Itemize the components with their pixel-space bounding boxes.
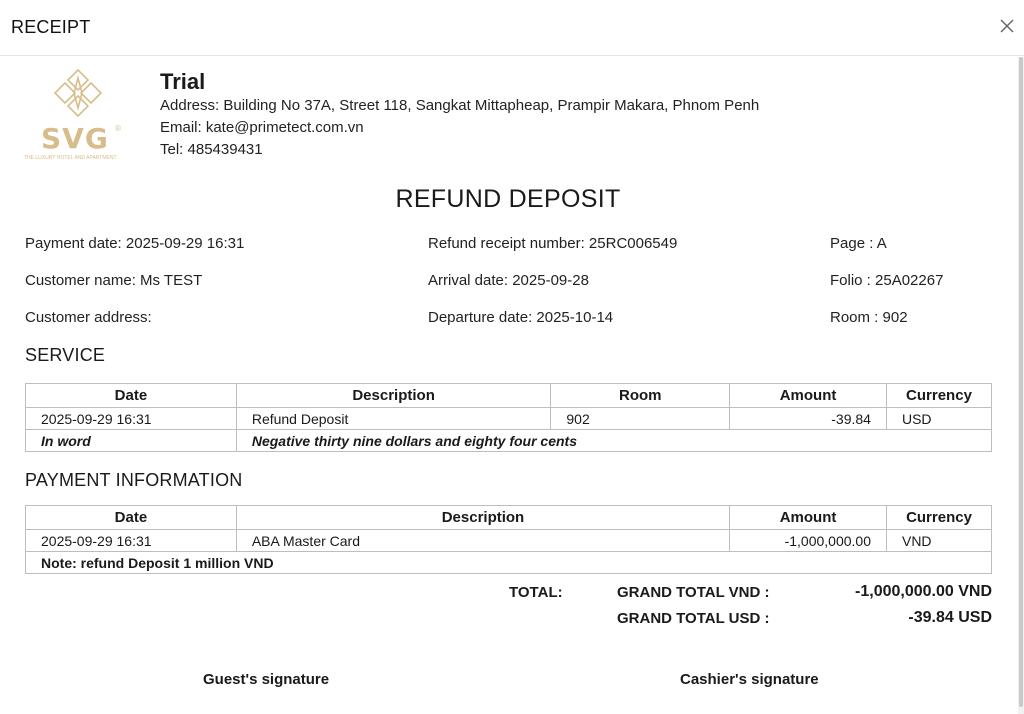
modal-title: RECEIPT — [11, 17, 91, 37]
service-row-room: 902 — [551, 408, 730, 430]
modal-header — [0, 0, 1024, 56]
payment-date: Payment date: 2025-09-29 16:31 — [25, 235, 245, 252]
payment-table-header — [26, 506, 992, 530]
grand-total-vnd-label: GRAND TOTAL VND : — [617, 584, 770, 601]
arrival-date: Arrival date: 2025-09-28 — [428, 272, 589, 289]
refund-receipt-number: Refund receipt number: 25RC006549 — [428, 235, 678, 252]
service-row-date: 2025-09-29 16:31 — [26, 408, 237, 430]
payment-header-description: Description — [236, 506, 729, 530]
service-header-amount: Amount — [730, 384, 887, 408]
cashier-signature-label: Cashier's signature — [680, 671, 819, 688]
payment-row-amount: -1,000,000.00 — [730, 530, 887, 552]
logo-registered-mark: ® — [115, 124, 121, 133]
payment-header-currency: Currency — [886, 506, 991, 530]
hotel-name: Trial — [160, 69, 206, 94]
grand-total-usd-value: -39.84 USD — [908, 609, 992, 626]
guest-signature-label: Guest's signature — [203, 671, 330, 688]
page-label: Page : A — [830, 235, 887, 252]
folio: Folio : 25A02267 — [830, 272, 944, 289]
lotus-logo-icon — [24, 66, 132, 126]
payment-row-date: 2025-09-29 16:31 — [26, 530, 237, 552]
room: Room : 902 — [830, 309, 908, 326]
service-section-title: SERVICE — [25, 345, 106, 365]
document-title: REFUND DEPOSIT — [395, 185, 621, 213]
scrollbar-thumb[interactable] — [1019, 57, 1023, 707]
payment-section-title: PAYMENT INFORMATION — [25, 470, 243, 490]
logo-tagline: THE LUXURY HOTEL AND APARTMENT — [24, 155, 117, 161]
close-button[interactable] — [996, 15, 1018, 37]
grand-total-usd-label: GRAND TOTAL USD : — [617, 610, 770, 627]
payment-row-description: ABA Master Card — [236, 530, 729, 552]
service-row-currency: USD — [886, 408, 991, 430]
service-header-date: Date — [26, 384, 237, 408]
table-row — [26, 408, 992, 430]
grand-total-vnd-value: -1,000,000.00 VND — [855, 583, 992, 600]
payment-header-amount: Amount — [730, 506, 887, 530]
hotel-logo — [24, 66, 132, 164]
in-word-label: In word — [26, 430, 237, 452]
close-icon — [996, 15, 1018, 37]
service-table-header — [26, 384, 992, 408]
logo-brand-text: SVG — [41, 122, 109, 155]
departure-date: Departure date: 2025-10-14 — [428, 309, 614, 326]
customer-name: Customer name: Ms TEST — [25, 272, 203, 289]
payment-header-date: Date — [26, 506, 237, 530]
scrollbar[interactable] — [1018, 57, 1024, 714]
in-word-row — [26, 430, 992, 452]
table-row — [26, 530, 992, 552]
total-label: TOTAL: — [509, 584, 563, 601]
service-row-amount: -39.84 — [730, 408, 887, 430]
in-word-value: Negative thirty nine dollars and eighty four cents — [236, 430, 991, 452]
hotel-address: Address: Building No 37A, Street 118, Sangkat Mittapheap, Prampir Makara, Phnom Penh — [160, 97, 760, 114]
payment-note: Note: refund Deposit 1 million VND — [26, 552, 992, 574]
payment-table — [25, 505, 992, 574]
service-header-description: Description — [236, 384, 551, 408]
customer-address: Customer address: — [25, 309, 152, 326]
service-header-currency: Currency — [886, 384, 991, 408]
service-row-description: Refund Deposit — [236, 408, 551, 430]
service-table — [25, 383, 992, 452]
payment-row-currency: VND — [886, 530, 991, 552]
note-row — [26, 552, 992, 574]
hotel-tel: Tel: 485439431 — [160, 141, 263, 158]
hotel-email: Email: kate@primetect.com.vn — [160, 119, 364, 136]
service-header-room: Room — [551, 384, 730, 408]
